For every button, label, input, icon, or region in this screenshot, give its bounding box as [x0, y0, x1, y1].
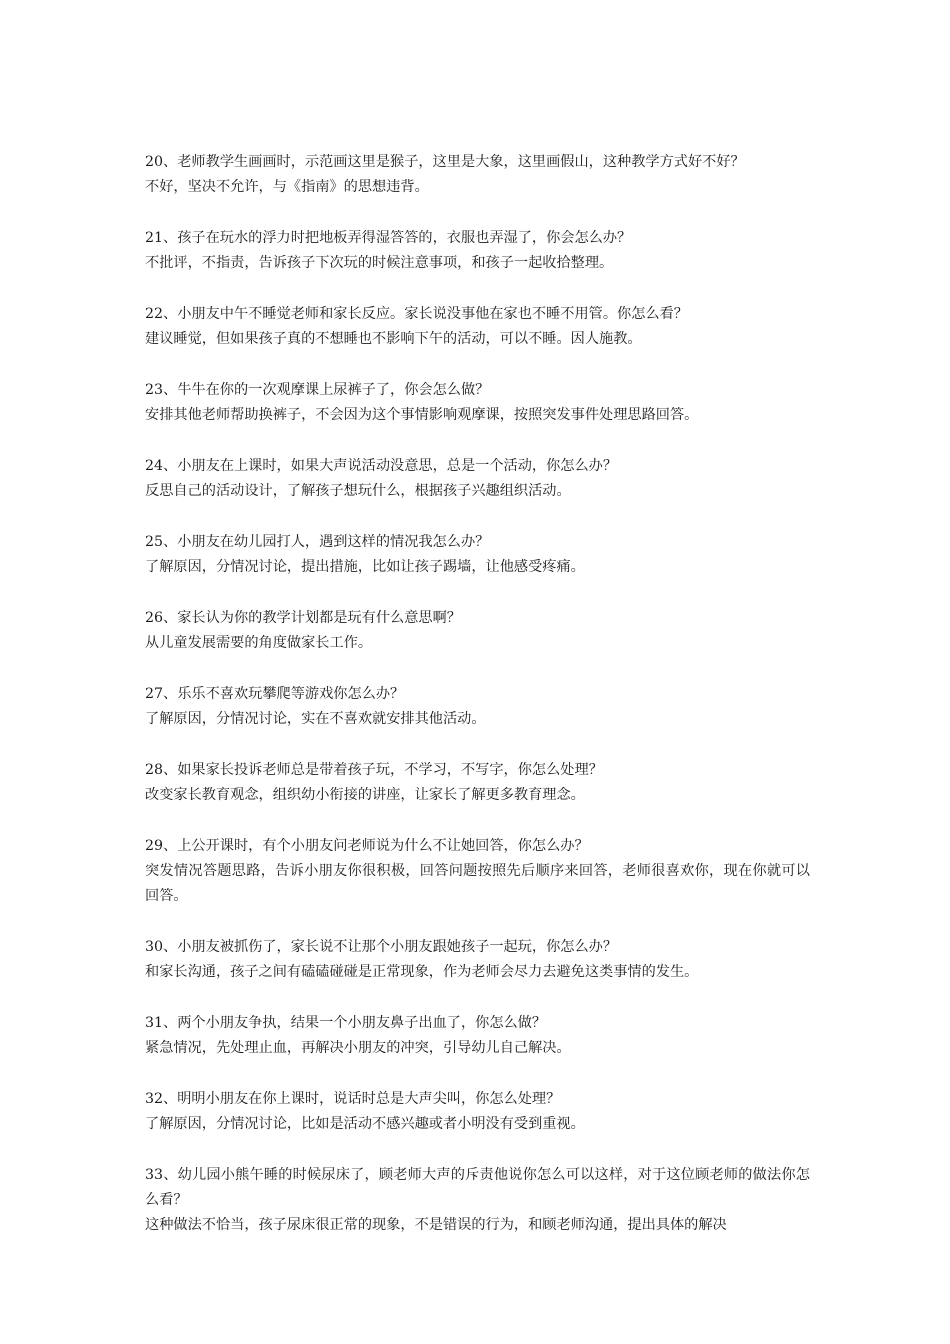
- qa-item-21: [145, 226, 810, 276]
- qa-item-22: [145, 302, 810, 352]
- question-text: 24、小朋友在上课时，如果大声说活动没意思，总是一个活动，你怎么办？: [145, 458, 618, 474]
- qa-item-23: [145, 378, 810, 428]
- answer-text: 突发情况答题思路，告诉小朋友你很积极，回答问题按照先后顺序来回答，老师很喜欢你，现在你就可以回答。: [145, 863, 810, 904]
- answer-text: 安排其他老师帮助换裤子，不会因为这个事情影响观摩课，按照突发事件处理思路回答。: [145, 407, 699, 423]
- question-text: 20、老师教学生画画时，示范画这里是猴子，这里是大象，这里画假山，这种教学方式好不好？: [145, 154, 745, 170]
- answer-text: 从儿童发展需要的角度做家长工作。: [145, 635, 373, 651]
- qa-item-25: [145, 530, 810, 580]
- answer-text: 反思自己的活动设计，了解孩子想玩什么，根据孩子兴趣组织活动。: [145, 483, 571, 499]
- question-text: 22、小朋友中午不睡觉老师和家长反应。家长说没事他在家也不睡不用管。你怎么看？: [145, 306, 688, 322]
- answer-text: 这种做法不恰当，孩子尿床很正常的现象，不是错误的行为，和顾老师沟通，提出具体的解决: [145, 1217, 727, 1233]
- answer-text: 不批评，不指责，告诉孩子下次玩的时候注意事项，和孩子一起收拾整理。: [145, 255, 614, 271]
- question-text: 30、小朋友被抓伤了，家长说不让那个小朋友跟她孩子一起玩，你怎么办？: [145, 939, 618, 955]
- qa-list: [145, 150, 810, 1264]
- qa-item-30: [145, 935, 810, 985]
- answer-text: 和家长沟通，孩子之间有磕磕碰碰是正常现象，作为老师会尽力去避免这类事情的发生。: [145, 964, 699, 980]
- question-text: 21、孩子在玩水的浮力时把地板弄得湿答答的，衣服也弄湿了，你会怎么办？: [145, 230, 632, 246]
- qa-item-26: [145, 606, 810, 656]
- qa-item-32: [145, 1087, 810, 1137]
- qa-item-28: [145, 758, 810, 808]
- answer-text: 紧急情况，先处理止血，再解决小朋友的冲突，引导幼儿自己解决。: [145, 1040, 571, 1056]
- answer-text: 了解原因，分情况讨论，提出措施，比如让孩子踢墙，让他感受疼痛。: [145, 559, 585, 575]
- qa-item-20: [145, 150, 810, 200]
- question-text: 31、两个小朋友争执，结果一个小朋友鼻子出血了，你怎么做？: [145, 1015, 547, 1031]
- answer-text: 了解原因，分情况讨论，实在不喜欢就安排其他活动。: [145, 711, 486, 727]
- qa-item-29: [145, 834, 810, 909]
- question-text: 33、幼儿园小熊午睡的时候尿床了，顾老师大声的斥责他说你怎么可以这样，对于这位顾老师的做法你怎么看？: [145, 1167, 810, 1208]
- qa-item-27: [145, 682, 810, 732]
- answer-text: 建议睡觉，但如果孩子真的不想睡也不影响下午的活动，可以不睡。因人施教。: [145, 331, 642, 347]
- question-text: 29、上公开课时，有个小朋友问老师说为什么不让她回答，你怎么办？: [145, 838, 589, 854]
- question-text: 25、小朋友在幼儿园打人，遇到这样的情况我怎么办？: [145, 534, 490, 550]
- answer-text: 了解原因，分情况讨论，比如是活动不感兴趣或者小明没有受到重视。: [145, 1116, 585, 1132]
- question-text: 26、家长认为你的教学计划都是玩有什么意思啊？: [145, 610, 461, 626]
- qa-item-31: [145, 1011, 810, 1061]
- question-text: 23、牛牛在你的一次观摩课上尿裤子了，你会怎么做？: [145, 382, 490, 398]
- question-text: 32、明明小朋友在你上课时，说话时总是大声尖叫，你怎么处理？: [145, 1091, 561, 1107]
- answer-text: 改变家长教育观念，组织幼小衔接的讲座，让家长了解更多教育理念。: [145, 787, 585, 803]
- question-text: 28、如果家长投诉老师总是带着孩子玩，不学习，不写字，你怎么处理？: [145, 762, 603, 778]
- qa-item-33: [145, 1163, 810, 1238]
- qa-item-24: [145, 454, 810, 504]
- question-text: 27、乐乐不喜欢玩攀爬等游戏你怎么办？: [145, 686, 405, 702]
- answer-text: 不好，坚决不允许，与《指南》的思想违背。: [145, 179, 429, 195]
